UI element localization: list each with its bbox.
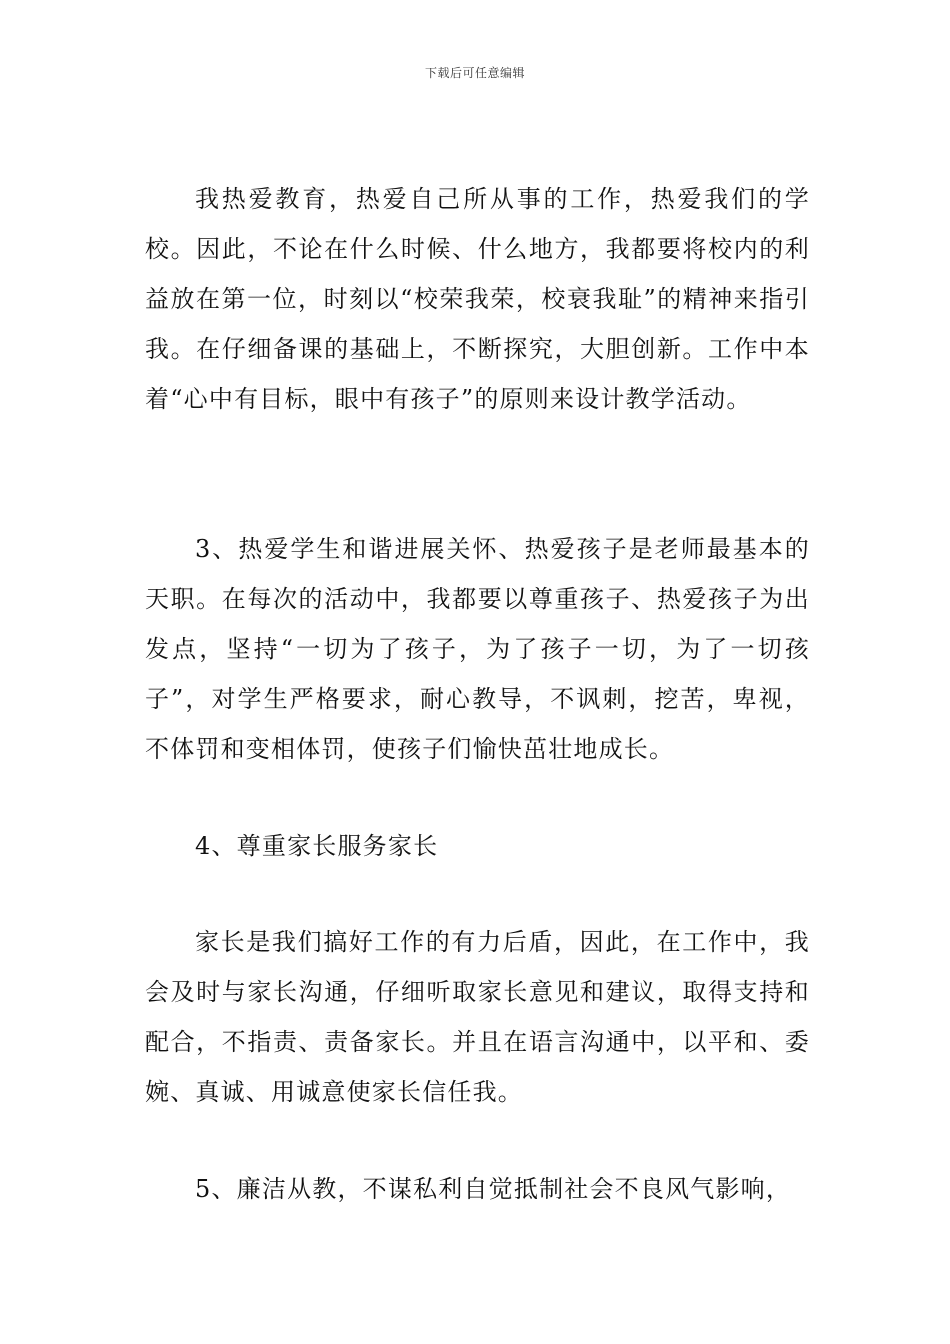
paragraph-love-education: 我热爱教育，热爱自己所从事的工作，热爱我们的学校。因此，不论在什么时候、什么地方，我都要将校内的利益放在第一位，时刻以“校荣我荣，校衰我耻”的精神来指引我。在仔细备课的基础上，不断探究，大胆创新。工作中本着“心中有目标，眼中有孩子”的原则来设计教学活动。 bbox=[145, 185, 810, 413]
page-header: 下载后可任意编辑 bbox=[424, 66, 525, 80]
paragraph-integrity: 5、廉洁从教，不谋私利自觉抵制社会不良风气影响， bbox=[195, 1175, 792, 1203]
paragraph-heading-respect-parents: 4、尊重家长服务家长 bbox=[195, 832, 439, 860]
paragraph-parents-support: 家长是我们搞好工作的有力后盾，因此，在工作中，我会及时与家长沟通，仔细听取家长意见和建议，取得支持和配合，不指责、责备家长。并且在语言沟通中，以平和、委婉、真诚、用诚意使家长信任我。 bbox=[145, 928, 810, 1106]
paragraph-love-students: 3、热爱学生和谐进展关怀、热爱孩子是老师最基本的天职。在每次的活动中，我都要以尊重孩子、热爱孩子为出发点，坚持“一切为了孩子，为了孩子一切，为了一切孩子”，对学生严格要求，耐心教导，不讽刺，挖苦，卑视，不体罚和变相体罚，使孩子们愉快茁壮地成长。 bbox=[145, 535, 810, 763]
